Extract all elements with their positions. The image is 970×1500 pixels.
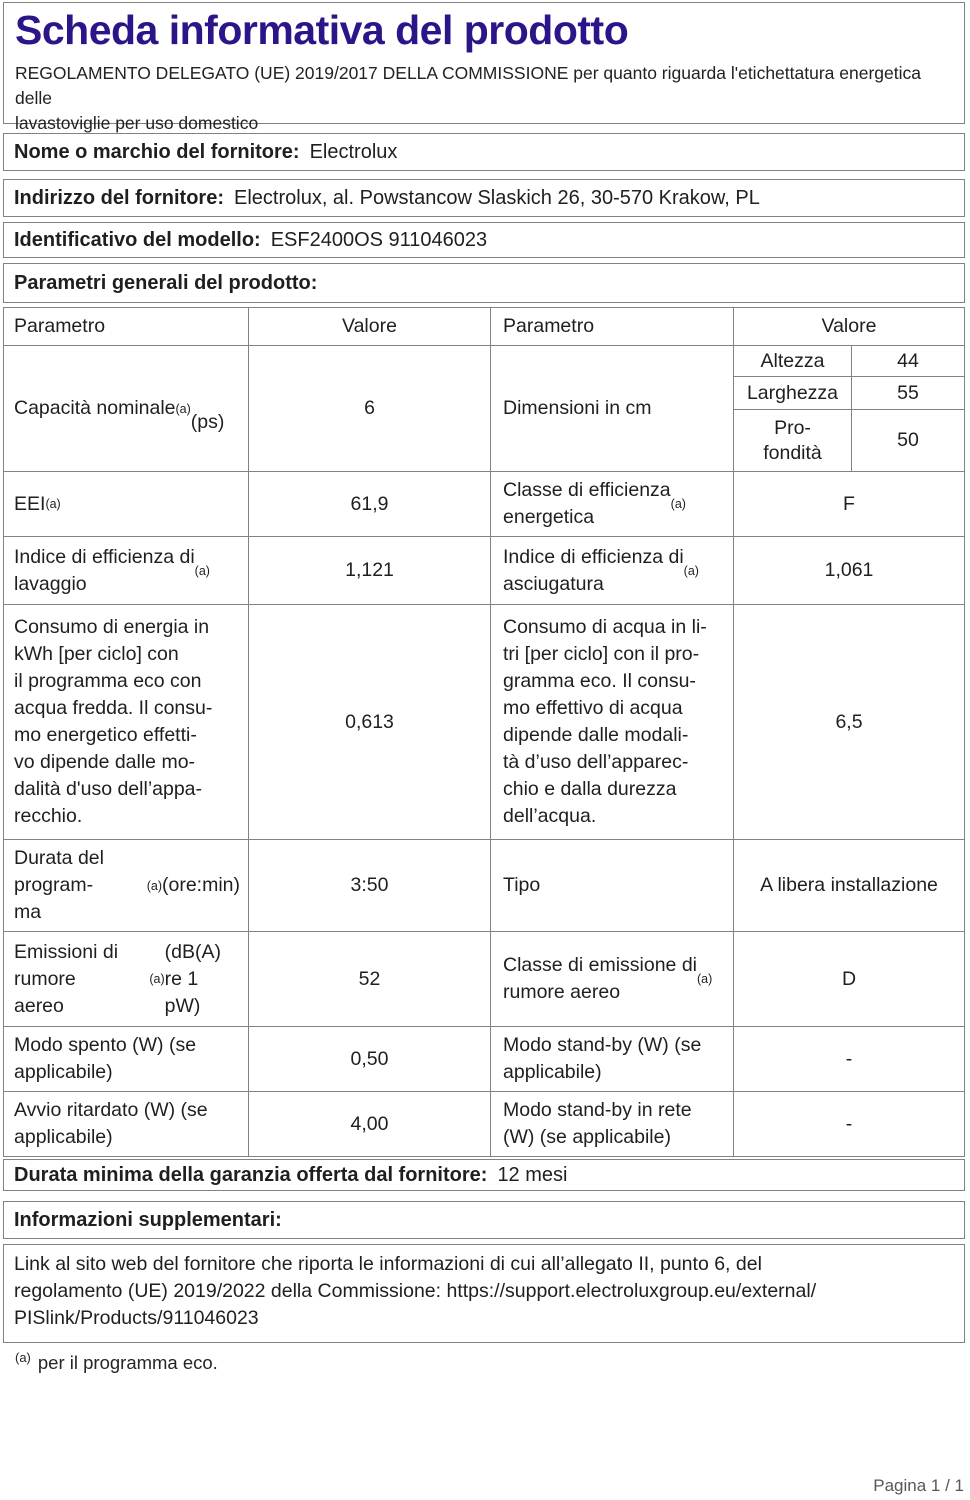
value-standby-rete: -	[733, 1092, 964, 1156]
supplier-address-label: Indirizzo del fornitore:	[14, 186, 224, 209]
dimension-label-larghezza: Larghezza	[734, 376, 851, 409]
table-header-row	[4, 308, 964, 345]
supplier-address-value: Electrolux, al. Powstancow Slaskich 26, 30-570 Krakow, PL	[234, 186, 760, 209]
guarantee-row	[3, 1159, 965, 1191]
dimension-value-larghezza: 55	[851, 376, 964, 409]
param-standby-rete: Modo stand-by in rete (W) (se applicabile)	[490, 1092, 733, 1156]
dimension-value-altezza: 44	[851, 346, 964, 376]
value-avvio-ritardato: 4,00	[248, 1092, 490, 1156]
document-header	[3, 2, 965, 134]
param-durata-programma: Durata del program- ma (a) (ore:min)	[14, 847, 240, 923]
dimension-value-profondita: 50	[851, 409, 964, 471]
column-header-valore-1: Valore	[248, 308, 490, 345]
parameters-table	[3, 307, 965, 1157]
param-consumo-acqua: Consumo di acqua in li- tri [per ciclo] con il pro- gramma eco. Il consu- mo effettivo di acqua dipende dalle modali- tà d’uso dell’apparec- chio e dalla durezza dell’acqua.	[490, 605, 733, 839]
supplementary-heading-row	[3, 1201, 965, 1239]
supplier-name-value: Electrolux	[309, 140, 398, 163]
model-identifier-label: Identificativo del modello:	[14, 228, 261, 251]
guarantee-label: Durata minima della garanzia offerta dal fornitore:	[14, 1163, 488, 1186]
supplementary-heading: Informazioni supplementari:	[14, 1208, 282, 1231]
footnote	[15, 1349, 970, 1374]
dimensions-nested-table	[733, 346, 964, 471]
value-classe-rumore: D	[733, 932, 964, 1026]
table-row-noise	[4, 931, 964, 1026]
footnote-text: per il programma eco.	[37, 1352, 218, 1373]
value-capacita-nominale: 6	[248, 346, 490, 471]
regulation-subtitle: REGOLAMENTO DELEGATO (UE) 2019/2017 DELLA COMMISSIONE per quanto riguarda l'etichettatura energetica delle lavastoviglie per uso domestico	[15, 63, 921, 134]
supplier-name-row	[3, 133, 965, 171]
page-number: Pagina 1 / 1	[873, 1476, 964, 1495]
dimension-label-altezza: Altezza	[760, 349, 825, 372]
value-indice-asciugatura: 1,061	[733, 537, 964, 604]
supplier-link-text: Link al sito web del fornitore che riporta le informazioni di cui all’allegato II, punto 6, del regolamento (UE) 2019/2022 della Commissione: https://support.electroluxgroup.eu/external/ PISlink/Products/911046023	[14, 1253, 817, 1329]
table-row-efficiency-indices	[4, 536, 964, 604]
model-identifier-row	[3, 222, 965, 258]
general-parameters-heading: Parametri generali del prodotto:	[14, 271, 318, 294]
column-header-valore-2: Valore	[733, 308, 964, 345]
table-row-delay-network-standby	[4, 1091, 964, 1156]
guarantee-value: 12 mesi	[497, 1163, 568, 1186]
param-avvio-ritardato: Avvio ritardato (W) (se applicabile)	[14, 1099, 208, 1148]
supplier-link-row	[3, 1244, 965, 1343]
value-modo-spento: 0,50	[248, 1027, 490, 1091]
page-title: Scheda informativa del prodotto	[15, 7, 629, 53]
param-eei: EEI (a)	[14, 492, 61, 515]
param-emissioni-rumore: Emissioni di rumore aereo (a) (dB(A) re 1 pW)	[14, 940, 221, 1017]
table-row-consumption	[4, 604, 964, 839]
value-indice-lavaggio: 1,121	[248, 537, 490, 604]
param-modo-standby: Modo stand-by (W) (se applicabile)	[490, 1027, 733, 1091]
param-classe-rumore: Classe di emissione di rumore aereo (a)	[490, 932, 733, 1026]
value-eei: 61,9	[248, 472, 490, 536]
value-consumo-acqua: 6,5	[733, 605, 964, 839]
supplier-name-label: Nome o marchio del fornitore:	[14, 140, 300, 163]
param-tipo: Tipo	[490, 840, 733, 931]
column-header-parametro-2: Parametro	[490, 308, 733, 345]
param-dimensioni: Dimensioni in cm	[490, 346, 733, 471]
value-durata-programma: 3:50	[248, 840, 490, 931]
table-row-capacity-dimensions	[4, 345, 964, 471]
dimension-label-profondita: Pro- fondità	[734, 409, 851, 471]
value-modo-standby: -	[733, 1027, 964, 1091]
param-indice-asciugatura: Indice di efficienza di asciugatura (a)	[490, 537, 733, 604]
footnote-marker: (a)	[15, 1349, 31, 1365]
param-capacita-nominale: Capacità nominale (a) (ps)	[14, 397, 225, 433]
value-emissioni-rumore: 52	[248, 932, 490, 1026]
table-row-duration-type	[4, 839, 964, 931]
value-classe-efficienza: F	[733, 472, 964, 536]
model-identifier-value: ESF2400OS 911046023	[270, 228, 488, 251]
general-parameters-heading-row	[3, 263, 965, 303]
param-classe-efficienza: Classe di efficienza energetica (a)	[490, 472, 733, 536]
param-indice-lavaggio: Indice di efficienza di lavaggio (a)	[14, 545, 210, 595]
value-consumo-energia: 0,613	[248, 605, 490, 839]
supplier-address-row	[3, 179, 965, 217]
param-consumo-energia: Consumo di energia in kWh [per ciclo] con il programma eco con acqua fredda. Il consu- mo energetico effetti- vo dipende dalle mo- dalità d'uso dell’appa- recchio.	[14, 616, 213, 827]
value-tipo: A libera installazione	[733, 840, 964, 931]
product-information-sheet	[0, 2, 970, 1500]
param-modo-spento: Modo spento (W) (se applicabile)	[14, 1034, 197, 1083]
table-row-off-standby	[4, 1026, 964, 1091]
column-header-parametro-1: Parametro	[14, 315, 106, 337]
table-row-eei-class	[4, 471, 964, 536]
